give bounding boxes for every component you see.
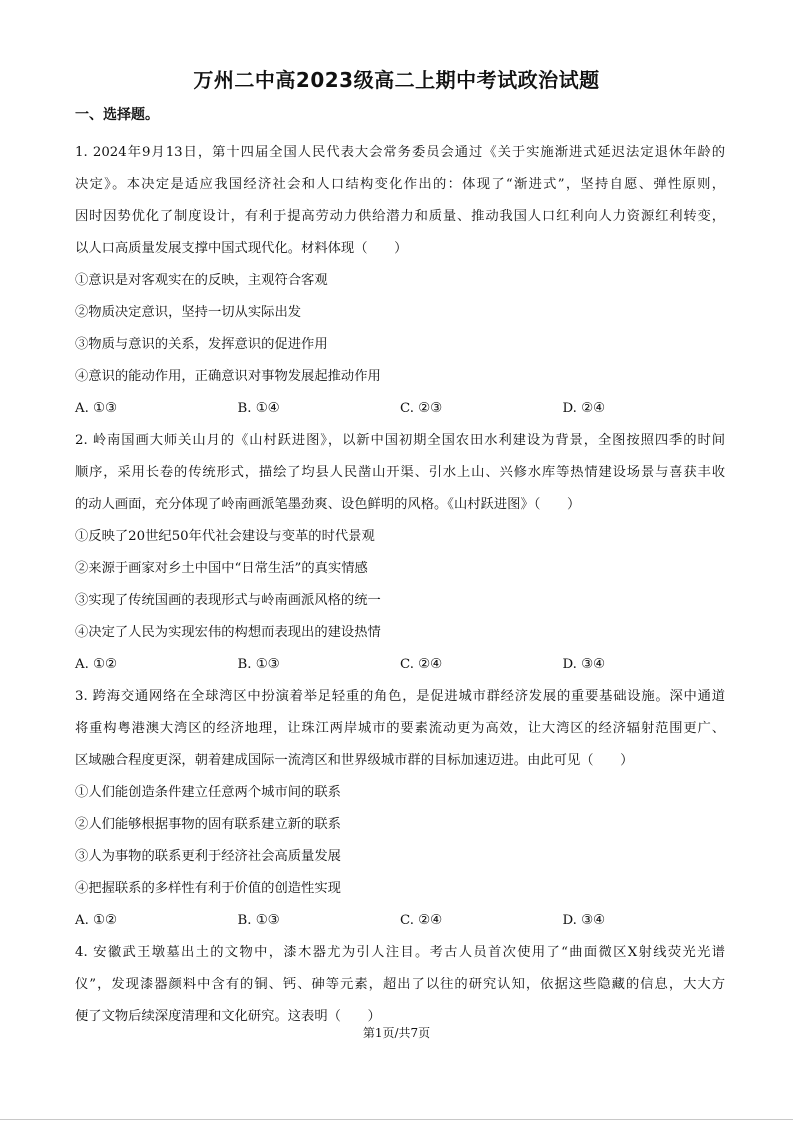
question-stem-line: 4. 安徽武王墩墓出土的文物中，漆木器尤为引人注目。考古人员首次使用了“曲面微区X射线荧光光谱 bbox=[75, 945, 725, 960]
option-c: C. ②④ bbox=[400, 657, 442, 672]
question-stem-line: 3. 跨海交通网络在全球湾区中扮演着举足轻重的角色，是促进城市群经济发展的重要基础设施。深中通道 bbox=[75, 689, 725, 704]
question-4 bbox=[75, 937, 725, 1033]
statement-item: ④决定了人民为实现宏伟的构想而表现出的建设热情 bbox=[75, 625, 381, 640]
statement-item: ②来源于画家对乡土中国中“日常生活”的真实情感 bbox=[75, 561, 368, 576]
question-stem-line: 区域融合程度更深，朝着建成国际一流湾区和世界级城市群的目标加速迈进。由此可见（ ） bbox=[75, 753, 634, 768]
statement-item: ①人们能创造条件建立任意两个城市间的联系 bbox=[75, 785, 341, 800]
answer-options bbox=[75, 649, 725, 681]
question-stem-line: 1. 2024年9月13日，第十四届全国人民代表大会常务委员会通过《关于实施渐进式延迟法定退休年龄的 bbox=[75, 145, 725, 160]
option-d: D. ②④ bbox=[562, 401, 605, 416]
question-stem-line: 的动人画面，充分体现了岭南画派笔墨劲爽、设色鲜明的风格。《山村跃进图》（ ） bbox=[75, 497, 581, 512]
question-stem-line: 决定》。本决定是适应我国经济社会和人口结构变化作出的：体现了“渐进式”，坚持自愿、弹性原则， bbox=[75, 177, 725, 192]
answer-options bbox=[75, 905, 725, 937]
question-3 bbox=[75, 681, 725, 937]
option-c: C. ②④ bbox=[400, 913, 442, 928]
option-c: C. ②③ bbox=[400, 401, 442, 416]
bottom-divider bbox=[0, 1119, 793, 1120]
statement-item: ③实现了传统国画的表现形式与岭南画派风格的统一 bbox=[75, 593, 381, 608]
option-b: B. ①④ bbox=[237, 401, 280, 416]
question-list bbox=[75, 137, 725, 1033]
statement-item: ①反映了20世纪50年代社会建设与变革的时代景观 bbox=[75, 529, 375, 544]
question-stem-line: 仪”，发现漆器颜料中含有的铜、钙、砷等元素，超出了以往的研究认知，依据这些隐藏的信息，大大方 bbox=[75, 977, 725, 992]
question-stem-line: 2. 岭南国画大师关山月的《山村跃进图》，以新中国初期全国农田水利建设为背景，全图按照四季的时间 bbox=[75, 433, 725, 448]
statement-item: ①意识是对客观实在的反映，主观符合客观 bbox=[75, 273, 328, 288]
statement-item: ④意识的能动作用，正确意识对事物发展起推动作用 bbox=[75, 369, 381, 384]
statement-item: ②人们能够根据事物的固有联系建立新的联系 bbox=[75, 817, 341, 832]
option-d: D. ③④ bbox=[562, 657, 605, 672]
statement-item: ②物质决定意识，坚持一切从实际出发 bbox=[75, 305, 302, 320]
option-a: A. ①② bbox=[75, 913, 117, 928]
question-2 bbox=[75, 425, 725, 681]
option-a: A. ①③ bbox=[75, 401, 117, 416]
section-heading: 一、选择题。 bbox=[75, 107, 159, 123]
question-stem-line: 因时因势优化了制度设计，有利于提高劳动力供给潜力和质量、推动我国人口红利向人力资源红利转变， bbox=[75, 209, 725, 224]
statement-item: ③人为事物的联系更利于经济社会高质量发展 bbox=[75, 849, 341, 864]
question-stem-line: 将重构粤港澳大湾区的经济地理，让珠江两岸城市的要素流动更为高效，让大湾区的经济辐射范围更广、 bbox=[75, 721, 725, 736]
page-title: 万州二中高2023级高二上期中考试政治试题 bbox=[193, 68, 600, 92]
option-b: B. ①③ bbox=[237, 657, 280, 672]
option-d: D. ③④ bbox=[562, 913, 605, 928]
question-stem-line: 便了文物后续深度清理和文化研究。这表明（ ） bbox=[75, 1009, 381, 1024]
question-stem-line: 以人口高质量发展支撑中国式现代化。材料体现（ ） bbox=[75, 241, 408, 256]
statement-item: ④把握联系的多样性有利于价值的创造性实现 bbox=[75, 881, 341, 896]
answer-options bbox=[75, 393, 725, 425]
question-1 bbox=[75, 137, 725, 425]
statement-item: ③物质与意识的关系，发挥意识的促进作用 bbox=[75, 337, 328, 352]
page-footer: 第1页/共7页 bbox=[362, 1026, 431, 1040]
question-stem-line: 顺序，采用长卷的传统形式，描绘了均县人民凿山开渠、引水上山、兴修水库等热情建设场景与喜获丰收 bbox=[75, 465, 725, 480]
option-a: A. ①② bbox=[75, 657, 117, 672]
option-b: B. ①③ bbox=[237, 913, 280, 928]
